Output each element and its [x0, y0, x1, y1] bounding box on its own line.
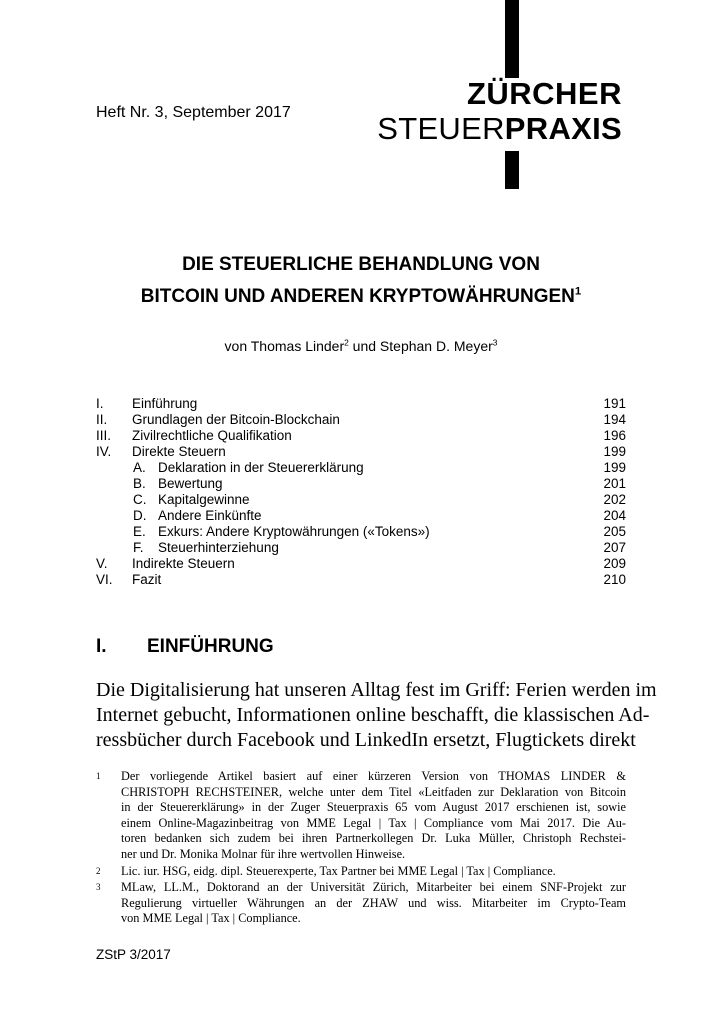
toc-page-number: 191 [603, 396, 626, 411]
toc-page-number: 199 [603, 444, 626, 459]
toc-subsection-letter: C. [133, 492, 147, 507]
body-line: Internet gebucht, Informationen online beschafft, die klassischen Ad- [96, 704, 650, 726]
toc-page-number: 202 [603, 492, 626, 507]
article-title-text: BITCOIN UND ANDEREN KRYPTOWÄHRUNGEN [140, 286, 575, 307]
logo-light-word: STEUER [377, 111, 505, 146]
toc-page-number: 210 [603, 572, 626, 587]
footnote-ref-3[interactable]: 3 [492, 337, 498, 348]
footnote-ref-2[interactable]: 2 [344, 337, 349, 348]
toc-page-number: 209 [603, 556, 626, 571]
toc-title: Exkurs: Andere Kryptowährungen («Tokens») [158, 524, 430, 539]
toc-subsection-letter: E. [133, 524, 146, 539]
footnote-ref-1[interactable]: 1 [574, 285, 582, 298]
footnote-line: CHRISTOPH RECHSTEINER, welche unter dem Titel «Leitfaden zur Deklaration von Bitcoin [121, 784, 626, 799]
toc-title: Bewertung [158, 476, 223, 491]
table-of-contents [96, 396, 626, 588]
toc-entry[interactable] [96, 524, 626, 540]
toc-title: Einführung [132, 396, 198, 411]
toc-entry[interactable] [96, 428, 626, 444]
toc-entry[interactable] [96, 572, 626, 588]
toc-page-number: 201 [603, 476, 626, 491]
toc-title: Kapitalgewinne [158, 492, 250, 507]
logo-line-2 [377, 111, 622, 147]
footnote-line: in der Steuererklärung» in der Zuger Steuerpraxis 65 vom August 2017 erschienen ist, sowie [121, 800, 626, 815]
body-paragraph [96, 678, 657, 753]
footnote-mark: 3 [96, 882, 101, 892]
footnote-line: von MME Legal | Tax | Compliance. [121, 911, 301, 926]
footnote-3 [96, 880, 626, 928]
toc-number: I. [96, 396, 104, 411]
toc-title: Indirekte Steuern [132, 556, 235, 571]
logo-bold-word: PRAXIS [504, 111, 622, 146]
footnote-mark: 1 [96, 771, 101, 781]
footnote-line: Der vorliegende Artikel basiert auf einer kürzeren Version von THOMAS LINDER & [121, 769, 626, 783]
section-number: I. [96, 636, 107, 657]
toc-page-number: 199 [603, 460, 626, 475]
footnote-1 [96, 769, 626, 865]
toc-title: Direkte Steuern [132, 444, 226, 459]
toc-number: III. [96, 428, 112, 443]
footnote-line: MLaw, LL.M., Doktorand an der Universität Zürich, Mitarbeiter bei einem SNF-Projekt zur [121, 880, 626, 894]
toc-number: II. [96, 412, 108, 427]
toc-entry[interactable] [96, 396, 626, 412]
page-footer: ZStP 3/2017 [96, 947, 171, 962]
toc-title: Steuerhinterziehung [158, 540, 279, 555]
body-line: ressbücher durch Facebook und LinkedIn ersetzt, Flugtickets direkt [96, 729, 636, 751]
toc-entry[interactable] [96, 460, 626, 476]
toc-number: IV. [96, 444, 112, 459]
footnote-2 [96, 864, 626, 880]
toc-entry[interactable] [96, 508, 626, 524]
toc-entry[interactable] [96, 492, 626, 508]
toc-page-number: 207 [603, 540, 626, 555]
section-title: EINFÜHRUNG [147, 636, 274, 657]
authors-mid: und Stephan D. Meyer [348, 338, 493, 354]
footnote-mark: 2 [96, 866, 101, 876]
toc-page-number: 194 [603, 412, 626, 427]
issue-label: Heft Nr. 3, September 2017 [96, 104, 291, 121]
footnote-line: Regulierung virtueller Währungen an der ZHAW und wiss. Mitarbeiter im Crypto-Team [121, 895, 626, 910]
author-line [0, 338, 722, 354]
footnote-line: Lic. iur. HSG, eidg. dipl. Steuerexperte, Tax Partner bei MME Legal | Tax | Compliance. [121, 864, 556, 878]
toc-page-number: 196 [603, 428, 626, 443]
toc-subsection-letter: F. [133, 540, 144, 555]
logo-bar-top [505, 0, 519, 78]
footnote-line: einem Online-Magazinbeitrag von MME Legal | Tax | Compliance vom Mai 2017. Die Au- [121, 815, 626, 830]
toc-title: Zivilrechtliche Qualifikation [132, 428, 292, 443]
toc-entry[interactable] [96, 444, 626, 460]
toc-page-number: 204 [603, 508, 626, 523]
toc-entry[interactable] [96, 412, 626, 428]
toc-title: Andere Einkünfte [158, 508, 262, 523]
footnote-line: ner und Dr. Monika Molnar für ihre wertvollen Hinweise. [121, 846, 406, 861]
logo-line-1: ZÜRCHER [466, 76, 622, 111]
footnote-line: toren bedanken sich zudem bei ihren Partnerkollegen Dr. Luka Müller, Christoph Rechstei- [121, 831, 626, 846]
toc-title: Deklaration in der Steuererklärung [158, 460, 364, 475]
logo-bar-bottom [505, 151, 519, 189]
toc-page-number: 205 [603, 524, 626, 539]
article-title-line-1: DIE STEUERLICHE BEHANDLUNG VON [182, 254, 540, 275]
toc-subsection-letter: B. [133, 476, 146, 491]
toc-number: V. [96, 556, 108, 571]
toc-entry[interactable] [96, 540, 626, 556]
toc-subsection-letter: D. [133, 508, 147, 523]
toc-number: VI. [96, 572, 113, 587]
toc-subsection-letter: A. [133, 460, 146, 475]
toc-entry[interactable] [96, 476, 626, 492]
authors-prefix: von Thomas Linder [224, 338, 345, 354]
toc-title: Fazit [132, 572, 162, 587]
toc-entry[interactable] [96, 556, 626, 572]
toc-title: Grundlagen der Bitcoin-Blockchain [132, 412, 340, 427]
article-title-line-2 [0, 286, 722, 308]
body-line: Die Digitalisierung hat unseren Alltag fest im Griff: Ferien werden im [96, 679, 657, 701]
